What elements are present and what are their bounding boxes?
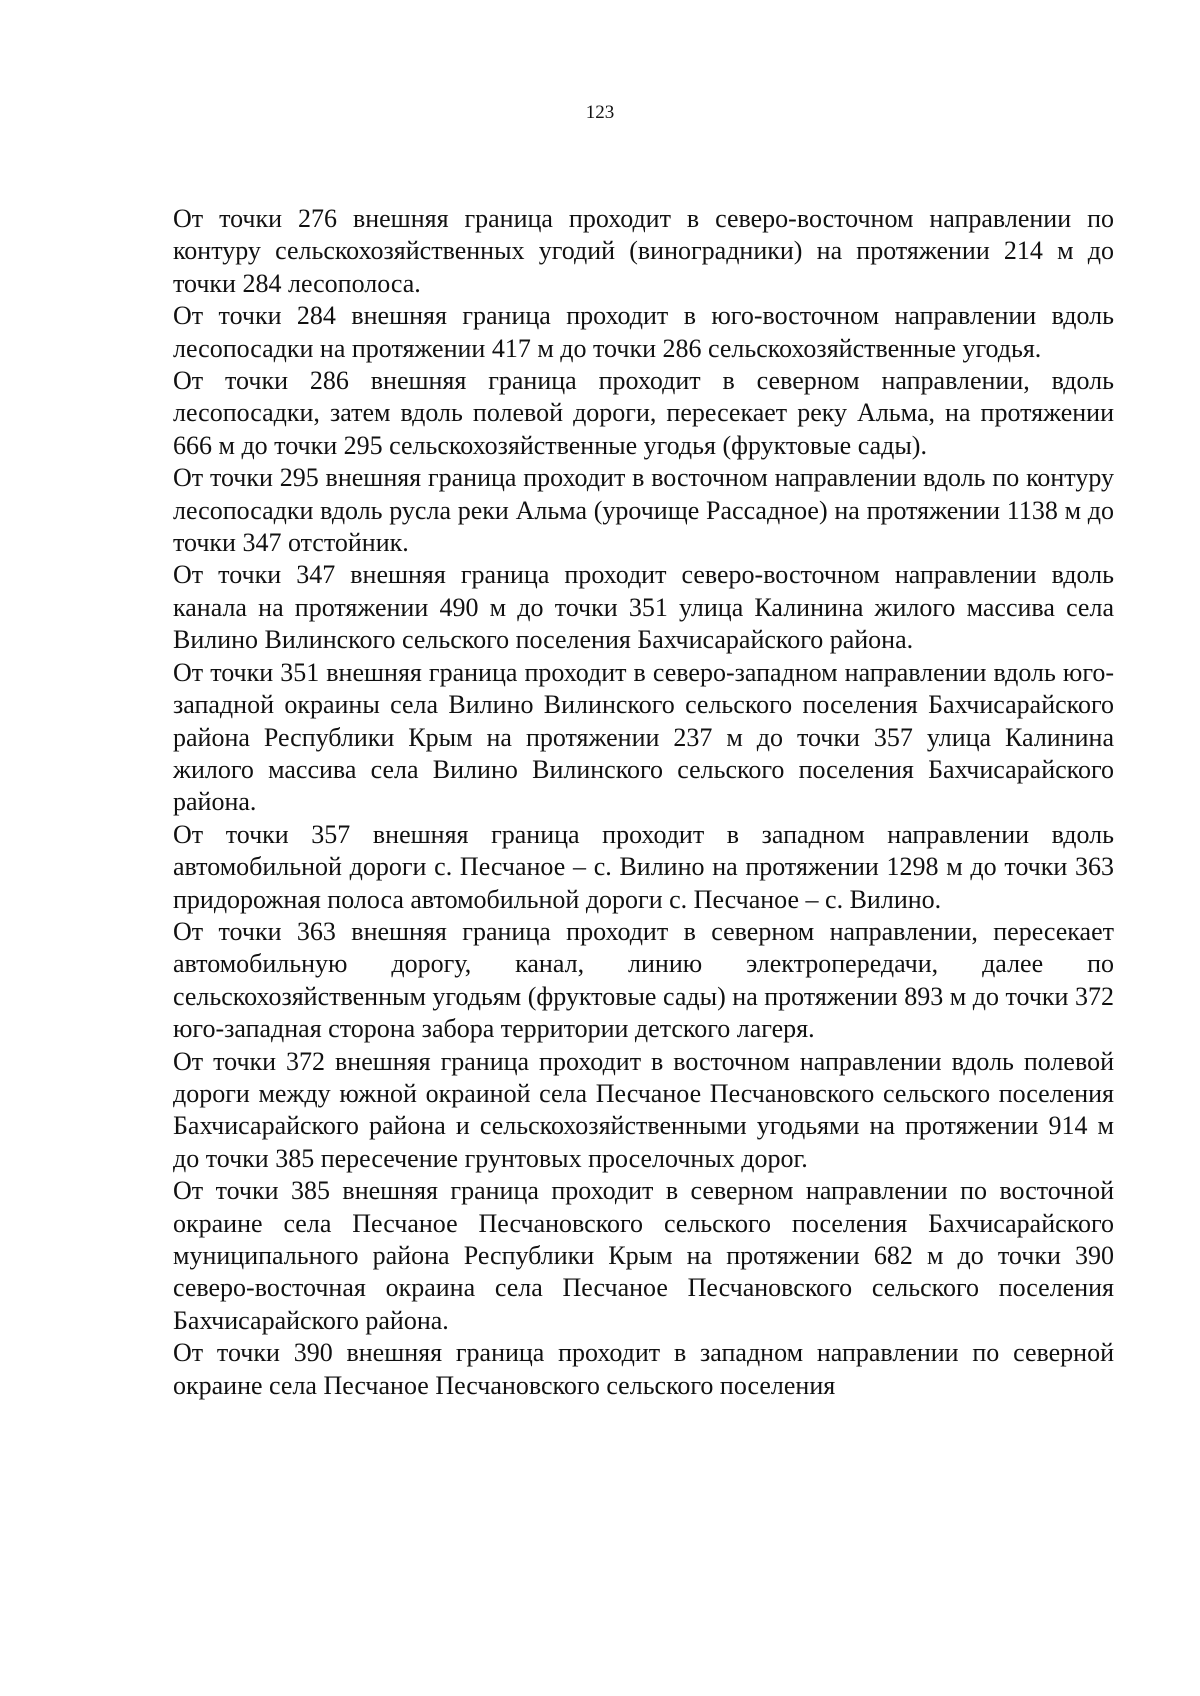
paragraph-point-351: От точки 351 внешняя граница проходит в северо-западном направлении вдоль юго-западной окраины села Вилино Вилинского сельского поселения Бахчисарайского района Республики Крым на протяжении 237 м до точки 357 улица Калинина жилого массива села Вилино Вилинского сельского поселения Бахчисарайского района. bbox=[173, 657, 1114, 817]
paragraph-point-286: От точки 286 внешняя граница проходит в северном направлении, вдоль лесопосадки, затем вдоль полевой дороги, пересекает реку Альма, на протяжении 666 м до точки 295 сельскохозяйственные угодья (фруктовые сады). bbox=[173, 366, 1114, 460]
paragraph-point-357: От точки 357 внешняя граница проходит в западном направлении вдоль автомобильной дороги с. Песчаное – с. Вилино на протяжении 1298 м до точки 363 придорожная полоса автомобильной дороги с. Песчаное – с. Вилино. bbox=[173, 819, 1114, 914]
paragraph-point-372: От точки 372 внешняя граница проходит в восточном направлении вдоль полевой дороги между южной окраиной села Песчаное Песчановского сельского поселения Бахчисарайского района и сельскохозяйственными угодьями на протяжении 914 м до точки 385 пересечение грунтовых проселочных дорог. bbox=[173, 1046, 1114, 1173]
page-number: 123 bbox=[585, 102, 615, 123]
paragraph-point-385: От точки 385 внешняя граница проходит в северном направлении по восточной окраине села Песчаное Песчановского сельского поселения Бахчисарайского муниципального района Республики Крым на протяжении 682 м до точки 390 северо-восточная окраина села Песчаное Песчановского сельского поселения Бахчисарайского района. bbox=[173, 1176, 1114, 1335]
paragraph-point-390: От точки 390 внешняя граница проходит в западном направлении по северной окраине села Песчаное Песчановского сельского поселения bbox=[173, 1338, 1114, 1400]
document-body bbox=[173, 203, 1114, 1402]
paragraph-point-276: От точки 276 внешняя граница проходит в северо-восточном направлении по контуру сельскохозяйственных угодий (виноградники) на протяжении 214 м до точки 284 лесополоса. bbox=[173, 204, 1114, 298]
paragraph-point-284: От точки 284 внешняя граница проходит в юго-восточном направлении вдоль лесопосадки на протяжении 417 м до точки 286 сельскохозяйственные угодья. bbox=[173, 301, 1114, 363]
paragraph-point-347: От точки 347 внешняя граница проходит северо-восточном направлении вдоль канала на протяжении 490 м до точки 351 улица Калинина жилого массива села Вилино Вилинского сельского поселения Бахчисарайского района. bbox=[173, 560, 1114, 655]
paragraph-point-363: От точки 363 внешняя граница проходит в северном направлении, пересекает автомобильную дорогу, канал, линию электропередачи, далее по сельскохозяйственным угодьям (фруктовые сады) на протяжении 893 м до точки 372 юго-западная сторона забора территории детского лагеря. bbox=[173, 916, 1114, 1044]
paragraph-point-295: От точки 295 внешняя граница проходит в восточном направлении вдоль по контуру лесопосадки вдоль русла реки Альма (урочище Рассадное) на протяжении 1138 м до точки 347 отстойник. bbox=[173, 463, 1114, 558]
